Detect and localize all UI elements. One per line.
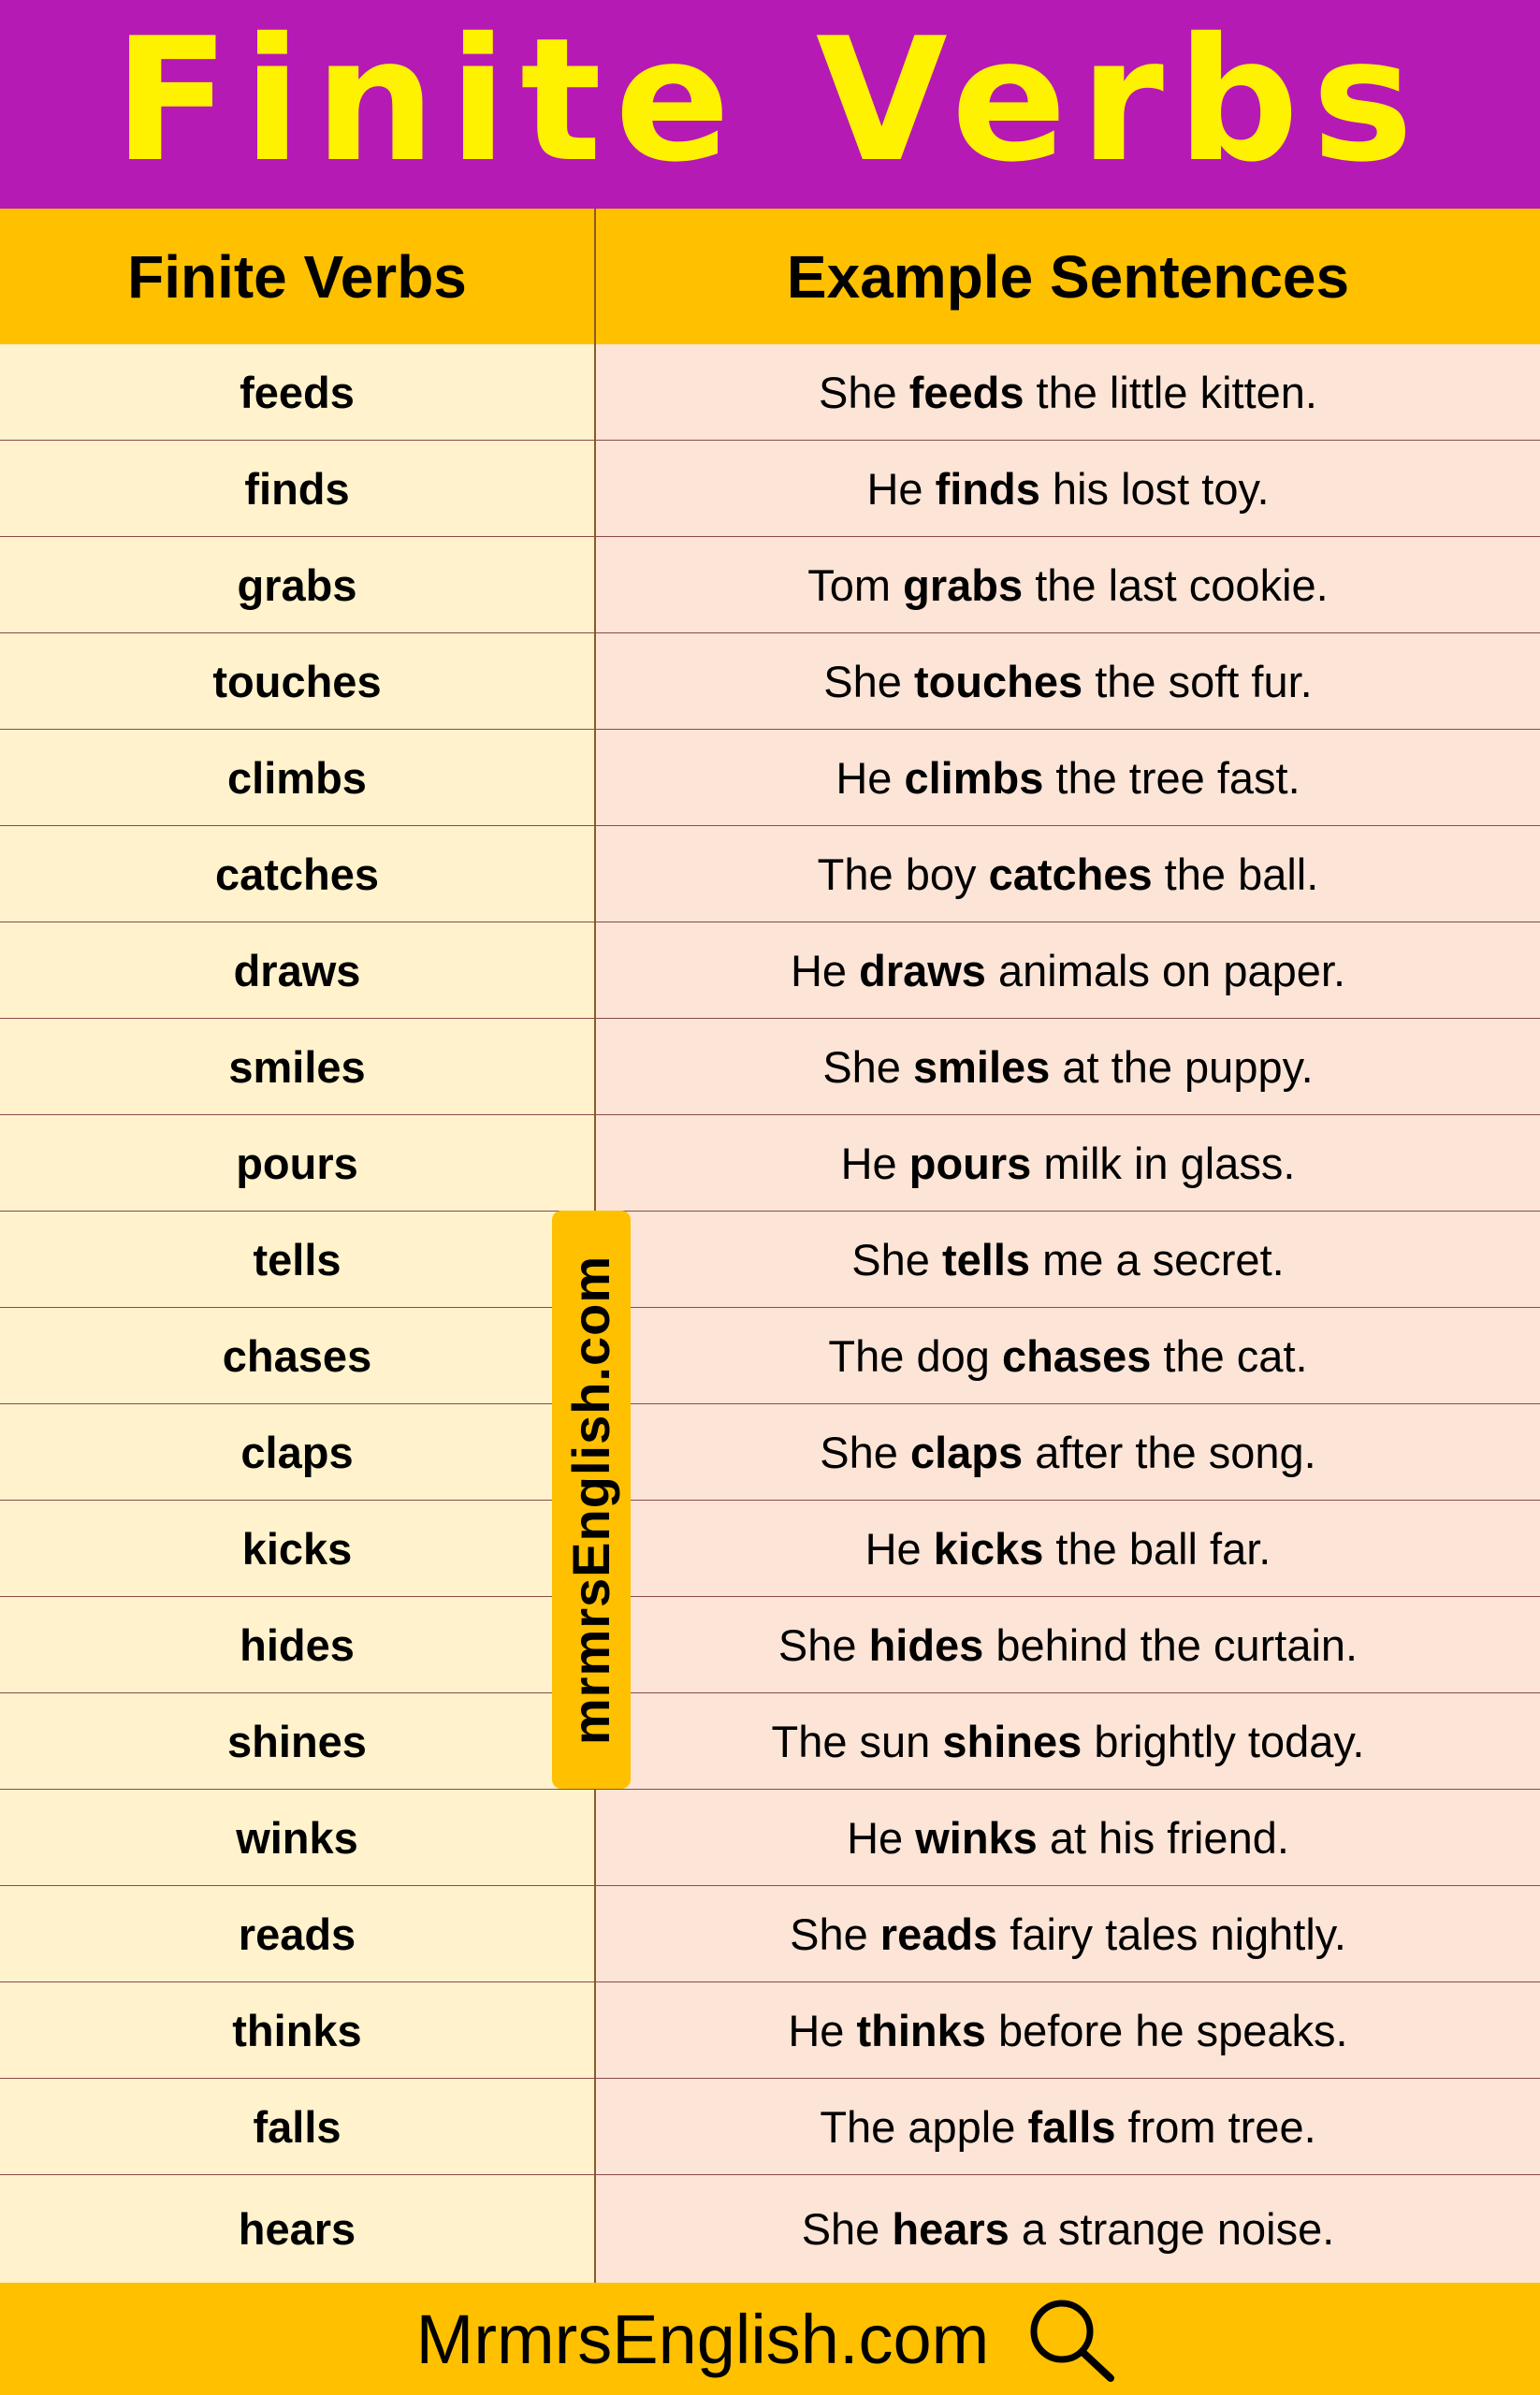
- verb-cell: smiles: [0, 1019, 596, 1114]
- sentence-prefix: The apple: [820, 2101, 1028, 2152]
- sentence-cell: [596, 441, 1540, 536]
- sentence-prefix: The dog: [828, 1330, 1002, 1381]
- sentence-prefix: He: [840, 1138, 909, 1188]
- sentence-suffix: his lost toy.: [1039, 463, 1270, 514]
- sentence-cell: [596, 1501, 1540, 1596]
- sentence-cell: [596, 1404, 1540, 1500]
- sentence-verb: falls: [1027, 2101, 1116, 2152]
- table-row: [0, 1212, 1540, 1308]
- sentence-prefix: Tom: [807, 559, 904, 610]
- table-row: [0, 537, 1540, 633]
- sentence-suffix: at the puppy.: [1050, 1041, 1314, 1092]
- sentence-suffix: animals on paper.: [985, 945, 1346, 995]
- verb-cell: kicks: [0, 1501, 596, 1596]
- sentence-verb: thinks: [856, 2005, 986, 2055]
- verb-cell: hears: [0, 2175, 596, 2283]
- verb-cell: feeds: [0, 344, 596, 440]
- sentence-verb: claps: [909, 1427, 1024, 1477]
- verb-cell: tells: [0, 1212, 596, 1307]
- verb-cell: draws: [0, 922, 596, 1018]
- sentence-suffix: the last cookie.: [1023, 559, 1329, 610]
- table-row: [0, 1019, 1540, 1115]
- verb-cell: thinks: [0, 1982, 596, 2078]
- sentence-cell: [596, 1693, 1540, 1789]
- search-icon: [1021, 2292, 1124, 2386]
- verb-cell: grabs: [0, 537, 596, 632]
- sentence-prefix: He: [788, 2005, 857, 2055]
- sentence-verb: smiles: [913, 1041, 1051, 1092]
- sentence-suffix: a strange noise.: [1009, 2204, 1335, 2254]
- verb-cell: pours: [0, 1115, 596, 1211]
- sentence-suffix: me a secret.: [1030, 1234, 1285, 1285]
- sentence-cell: [596, 2079, 1540, 2174]
- sentence-suffix: before he speaks.: [985, 2005, 1348, 2055]
- verb-cell: claps: [0, 1404, 596, 1500]
- sentence-verb: grabs: [903, 559, 1024, 610]
- table-row: [0, 1790, 1540, 1886]
- sentence-verb: draws: [859, 945, 986, 995]
- sentence-prefix: He: [847, 1812, 916, 1863]
- sentence-cell: [596, 922, 1540, 1018]
- sentence-suffix: from tree.: [1115, 2101, 1316, 2152]
- sentence-verb: pours: [908, 1138, 1032, 1188]
- sentence-suffix: the ball.: [1152, 849, 1319, 899]
- verb-cell: hides: [0, 1597, 596, 1692]
- verb-cell: reads: [0, 1886, 596, 1981]
- table-row: [0, 344, 1540, 441]
- table-row: [0, 1501, 1540, 1597]
- sentence-cell: [596, 826, 1540, 922]
- header-sentences: Example Sentences: [786, 242, 1350, 311]
- sentence-suffix: the little kitten.: [1024, 367, 1317, 417]
- footer-website[interactable]: MrmrsEnglish.com: [415, 2300, 990, 2378]
- sentence-cell: [596, 1982, 1540, 2078]
- sentence-suffix: after the song.: [1023, 1427, 1316, 1477]
- sentence-verb: winks: [915, 1812, 1038, 1863]
- sentence-cell: [596, 344, 1540, 440]
- sentence-verb: hears: [892, 2204, 1010, 2254]
- sentence-cell: [596, 1115, 1540, 1211]
- title-banner: [0, 0, 1540, 209]
- sentence-prefix: He: [864, 1523, 934, 1574]
- verb-cell: chases: [0, 1308, 596, 1403]
- watermark-badge: [552, 1211, 631, 1789]
- table-row: [0, 2079, 1540, 2175]
- sentence-prefix: The sun: [771, 1716, 943, 1766]
- verb-cell: touches: [0, 633, 596, 729]
- sentence-cell: [596, 633, 1540, 729]
- table-row: [0, 1404, 1540, 1501]
- sentence-prefix: She: [790, 1909, 880, 1959]
- sentence-suffix: behind the curtain.: [983, 1619, 1358, 1670]
- watermark-text: mrmrsEnglish.com: [561, 1255, 621, 1745]
- table-row: [0, 1886, 1540, 1982]
- table-row: [0, 922, 1540, 1019]
- footer: [0, 2283, 1540, 2395]
- sentence-prefix: She: [819, 367, 909, 417]
- sentence-suffix: the cat.: [1151, 1330, 1308, 1381]
- table-body: [0, 344, 1540, 2283]
- sentence-prefix: She: [820, 1427, 910, 1477]
- sentence-prefix: She: [851, 1234, 942, 1285]
- sentence-verb: catches: [988, 849, 1153, 899]
- sentence-prefix: She: [777, 1619, 869, 1670]
- table-row: [0, 826, 1540, 922]
- sentence-prefix: He: [790, 945, 860, 995]
- sentence-suffix: the ball far.: [1043, 1523, 1271, 1574]
- sentence-prefix: She: [823, 656, 914, 706]
- sentence-verb: feeds: [908, 367, 1024, 417]
- sentence-verb: chases: [1001, 1330, 1152, 1381]
- sentence-cell: [596, 2175, 1540, 2283]
- verb-cell: catches: [0, 826, 596, 922]
- table-row: [0, 2175, 1540, 2283]
- table-row: [0, 633, 1540, 730]
- verb-cell: finds: [0, 441, 596, 536]
- table-row: [0, 1982, 1540, 2079]
- sentence-verb: climbs: [904, 752, 1044, 803]
- verb-cell: shines: [0, 1693, 596, 1789]
- table-row: [0, 730, 1540, 826]
- sentence-cell: [596, 1308, 1540, 1403]
- sentence-prefix: She: [801, 2204, 893, 2254]
- sentence-verb: finds: [935, 463, 1040, 514]
- sentence-cell: [596, 1019, 1540, 1114]
- sentence-cell: [596, 1597, 1540, 1692]
- verb-cell: falls: [0, 2079, 596, 2174]
- verb-cell: climbs: [0, 730, 596, 825]
- sentence-cell: [596, 1212, 1540, 1307]
- table-row: [0, 1308, 1540, 1404]
- sentence-cell: [596, 1790, 1540, 1885]
- table-row: [0, 1597, 1540, 1693]
- table-row: [0, 1115, 1540, 1212]
- sentence-prefix: He: [835, 752, 905, 803]
- sentence-suffix: the tree fast.: [1043, 752, 1300, 803]
- sentence-cell: [596, 1886, 1540, 1981]
- page-title: Finite Verbs: [113, 0, 1427, 199]
- sentence-prefix: He: [866, 463, 936, 514]
- sentence-verb: kicks: [933, 1523, 1044, 1574]
- sentence-verb: touches: [913, 656, 1083, 706]
- sentence-verb: hides: [868, 1619, 984, 1670]
- sentence-prefix: The boy: [817, 849, 989, 899]
- sentence-suffix: the soft fur.: [1082, 656, 1313, 706]
- table-row: [0, 441, 1540, 537]
- sentence-verb: shines: [942, 1716, 1082, 1766]
- table-header: [0, 209, 1540, 344]
- sentence-verb: reads: [879, 1909, 998, 1959]
- verb-cell: winks: [0, 1790, 596, 1885]
- sentence-suffix: milk in glass.: [1031, 1138, 1296, 1188]
- table-row: [0, 1693, 1540, 1790]
- sentence-cell: [596, 730, 1540, 825]
- sentence-prefix: She: [822, 1041, 913, 1092]
- sentence-verb: tells: [941, 1234, 1031, 1285]
- sentence-suffix: at his friend.: [1037, 1812, 1289, 1863]
- sentence-cell: [596, 537, 1540, 632]
- sentence-suffix: fairy tales nightly.: [997, 1909, 1346, 1959]
- sentence-suffix: brightly today.: [1082, 1716, 1365, 1766]
- header-verbs: Finite Verbs: [0, 209, 596, 344]
